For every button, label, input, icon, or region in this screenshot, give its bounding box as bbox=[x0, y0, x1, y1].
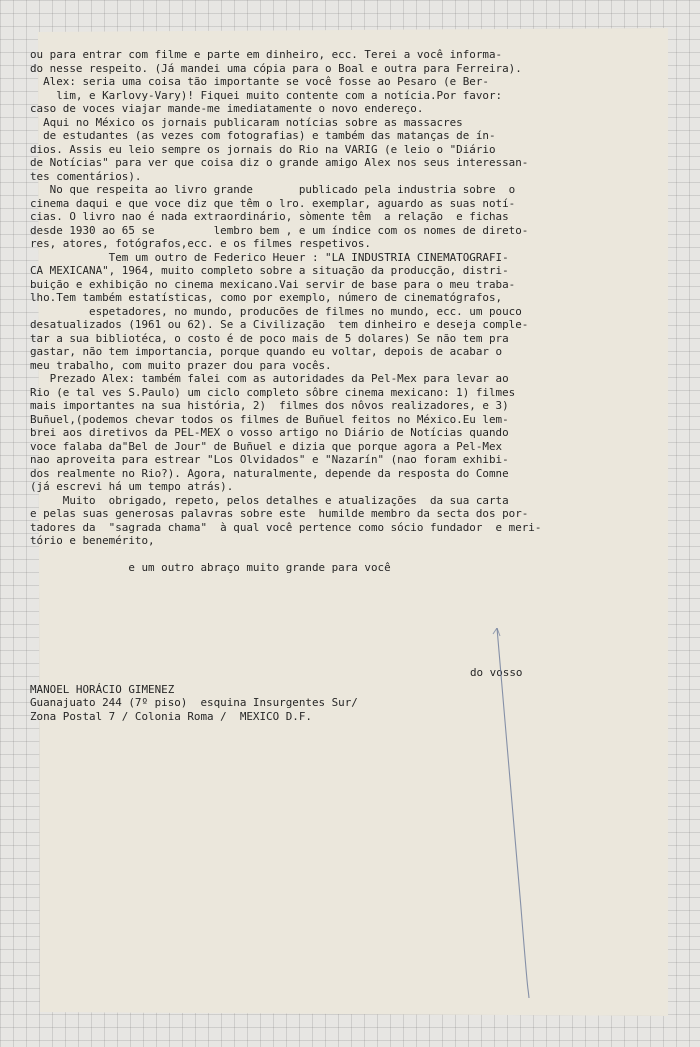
body-line: nao aproveita para estrear "Los Olvidados" e "Nazarín" (nao foram exhibi- bbox=[30, 453, 509, 466]
body-line: Aqui no México os jornais publicaram notícias sobre as massacres bbox=[30, 115, 463, 129]
body-line: No que respeita ao livro grande publicado pela industria sobre o bbox=[30, 183, 516, 196]
body-line: e pelas suas generosas palavras sobre este humilde membro da secta dos por- bbox=[30, 507, 529, 520]
sender-name: MANOEL HORÁCIO GIMENEZ bbox=[30, 682, 175, 696]
body-line: de estudantes (as vezes com fotografias) e também das matanças de ín- bbox=[30, 129, 496, 142]
body-line: tadores da "sagrada chama" à qual você pertence como sócio fundador e meri- bbox=[30, 520, 542, 534]
body-line: res, atores, fotógrafos,ecc. e os filmes respetivos. bbox=[30, 237, 371, 250]
body-line: tar a sua bibliotéca, o costo é de poco mais de 5 dolares) Se não tem pra bbox=[30, 331, 509, 345]
body-line: caso de voces viajar mande-me imediatamente o novo endereço. bbox=[30, 102, 424, 115]
body-line: desatualizados (1961 ou 62). Se a Civilização tem dinheiro e deseja comple- bbox=[30, 318, 529, 331]
body-line: buição e exhibição no cinema mexicano.Vai servir de base para o meu traba- bbox=[30, 277, 516, 291]
body-line: de Notícias" para ver que coisa diz o grande amigo Alex nos seus interessan- bbox=[30, 156, 529, 169]
body-line: gastar, não tem importancia, porque quando eu voltar, depois de acabar o bbox=[30, 345, 503, 358]
body-line: dios. Assis eu leio sempre os jornais do Rio na VARIG (e leio o "Diário bbox=[30, 142, 496, 156]
body-line: Tem um outro de Federico Heuer : "LA INDUSTRIA CINEMATOGRAFI- bbox=[30, 250, 509, 264]
body-line: Buñuel,(podemos chevar todos os filmes de Buñuel feitos no México.Eu lem- bbox=[30, 412, 509, 426]
body-line: Muito obrigado, repeto, pelos detalhes e atualizações da sua carta bbox=[30, 493, 509, 507]
body-line: cinema daqui e que voce diz que têm o lro. exemplar, aguardo as suas notí- bbox=[30, 196, 516, 210]
body-line: Alex: seria uma coisa tão importante se você fosse ao Pesaro (e Ber- bbox=[30, 75, 489, 88]
body-line: desde 1930 ao 65 se lembro bem , e um índice com os nomes de direto- bbox=[30, 223, 529, 237]
spacer bbox=[30, 548, 640, 562]
body-line: meu trabalho, com muito prazer dou para vocês. bbox=[30, 358, 332, 372]
body-line: ou para entrar com filme e parte em dinheiro, ecc. Terei a você informa- bbox=[30, 48, 503, 61]
body-line: tes comentários). bbox=[30, 169, 142, 183]
body-line: CA MEXICANA", 1964, muito completo sobre a situação da producção, distri- bbox=[30, 264, 509, 277]
body-line: (já escrevi há um tempo atrás). bbox=[30, 480, 234, 493]
body-line: mais importantes na sua história, 2) filmes dos nôvos realizadores, e 3) bbox=[30, 399, 509, 412]
closing-line: e um outro abraço muito grande para você bbox=[30, 561, 391, 574]
body-line: espetadores, no mundo, producões de filmes no mundo, ecc. um pouco bbox=[30, 304, 522, 318]
body-line: tório e benemérito, bbox=[30, 534, 155, 547]
body-line: Rio (e tal ves S.Paulo) um ciclo completo sôbre cinema mexicano: 1) filmes bbox=[30, 385, 516, 399]
sender-address-line: Guanajuato 244 (7º piso) esquina Insurgentes Sur/ bbox=[30, 696, 358, 709]
signoff: do vosso bbox=[470, 666, 523, 679]
body-line: dos realmente no Rio?). Agora, naturalmente, depende da resposta do Comne bbox=[30, 466, 509, 480]
body-line: do nesse respeito. (Já mandei uma cópia para o Boal e outra para Ferreira). bbox=[30, 61, 522, 75]
body-line: lim, e Karlovy-Vary)! Fiquei muito contente com a notícia.Por favor: bbox=[30, 88, 503, 102]
body-line: lho.Tem também estatísticas, como por exemplo, número de cinematógrafos, bbox=[30, 291, 503, 304]
body-line: voce falaba da"Bel de Jour" de Buñuel e dizia que porque agora a Pel-Mex bbox=[30, 439, 503, 453]
letter-text bbox=[30, 48, 640, 723]
pencil-mark-icon bbox=[491, 628, 531, 998]
body-line: Prezado Alex: também falei com as autoridades da Pel-Mex para levar ao bbox=[30, 372, 509, 385]
body-line: cias. O livro nao é nada extraordinário, sòmente têm a relação e fichas bbox=[30, 210, 509, 223]
body-line: brei aos diretivos da PEL-MEX o vosso artigo no Diário de Notícias quando bbox=[30, 426, 509, 439]
sender-address-line: Zona Postal 7 / Colonia Roma / MEXICO D.F. bbox=[30, 709, 312, 723]
spacer bbox=[30, 575, 640, 629]
